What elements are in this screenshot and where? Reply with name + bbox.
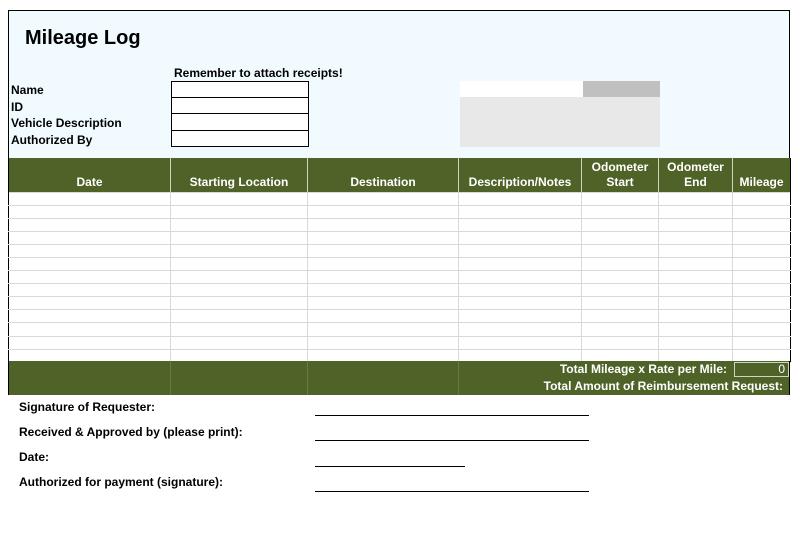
table-cell[interactable]	[733, 297, 791, 310]
column-divider	[170, 361, 171, 378]
table-cell[interactable]	[459, 271, 582, 284]
table-cell[interactable]	[9, 218, 171, 231]
column-divider	[307, 378, 308, 395]
info-inputs	[171, 81, 309, 147]
table-row	[9, 297, 791, 310]
table-cell[interactable]	[659, 257, 733, 270]
column-divider	[307, 361, 308, 378]
name-label: Name	[11, 83, 44, 97]
table-cell[interactable]	[9, 310, 171, 323]
table-row	[9, 192, 791, 205]
table-cell[interactable]	[659, 310, 733, 323]
table-cell[interactable]	[733, 192, 791, 205]
table-row	[9, 271, 791, 284]
column-header-starting-location: Starting Location	[171, 158, 308, 192]
table-cell[interactable]	[9, 323, 171, 336]
authorized-by-field[interactable]	[171, 131, 309, 148]
id-label: ID	[11, 99, 23, 114]
table-cell[interactable]	[733, 271, 791, 284]
table-cell[interactable]	[171, 218, 308, 231]
table-cell[interactable]	[171, 284, 308, 297]
authorized-payment-label: Authorized for payment (signature):	[19, 475, 224, 489]
table-row	[9, 323, 791, 336]
total-mileage-rate-value: 0	[734, 362, 789, 377]
table-row	[9, 257, 791, 270]
table-cell[interactable]	[582, 310, 659, 323]
table-cell[interactable]	[308, 310, 459, 323]
table-cell[interactable]	[459, 310, 582, 323]
table-cell[interactable]	[582, 257, 659, 270]
rate-input-cell[interactable]	[460, 81, 583, 97]
table-cell[interactable]	[9, 284, 171, 297]
authorized-payment-line[interactable]	[315, 491, 589, 492]
table-cell[interactable]	[659, 271, 733, 284]
table-cell[interactable]	[459, 244, 582, 257]
table-cell[interactable]	[308, 284, 459, 297]
table-cell[interactable]	[459, 323, 582, 336]
table-cell[interactable]	[582, 205, 659, 218]
table-cell[interactable]	[659, 205, 733, 218]
table-cell[interactable]	[9, 192, 171, 205]
column-header-date: Date	[9, 158, 171, 192]
approved-by-label: Received & Approved by (please print):	[19, 425, 243, 439]
table-cell[interactable]	[171, 257, 308, 270]
table-cell[interactable]	[171, 205, 308, 218]
table-cell[interactable]	[659, 284, 733, 297]
table-cell[interactable]	[582, 271, 659, 284]
table-cell[interactable]	[733, 231, 791, 244]
table-cell[interactable]	[582, 336, 659, 349]
table-cell[interactable]	[171, 323, 308, 336]
requester-signature-label: Signature of Requester:	[19, 400, 156, 414]
column-divider	[170, 378, 171, 395]
vehicle-description-field[interactable]	[171, 114, 309, 131]
table-header-row	[9, 158, 791, 192]
table-cell[interactable]	[733, 284, 791, 297]
table-cell[interactable]	[9, 271, 171, 284]
table-cell[interactable]	[459, 205, 582, 218]
table-cell[interactable]	[308, 323, 459, 336]
receipts-reminder: Remember to attach receipts!	[174, 66, 343, 80]
requester-signature-line[interactable]	[315, 415, 589, 416]
table-cell[interactable]	[733, 310, 791, 323]
table-cell[interactable]	[733, 218, 791, 231]
table-cell[interactable]	[308, 192, 459, 205]
total-reimbursement-row	[8, 378, 790, 395]
column-divider	[458, 361, 459, 378]
table-cell[interactable]	[582, 218, 659, 231]
table-cell[interactable]	[659, 231, 733, 244]
table-row	[9, 231, 791, 244]
table-cell[interactable]	[308, 297, 459, 310]
rate-shaded-cell	[583, 81, 660, 97]
table-cell[interactable]	[459, 297, 582, 310]
table-cell[interactable]	[582, 284, 659, 297]
table-cell[interactable]	[733, 244, 791, 257]
date-line[interactable]	[315, 466, 465, 467]
table-row	[9, 244, 791, 257]
table-cell[interactable]	[459, 284, 582, 297]
name-field[interactable]	[171, 81, 309, 98]
page-title: Mileage Log	[25, 27, 141, 49]
table-cell[interactable]	[308, 257, 459, 270]
table-cell[interactable]	[171, 271, 308, 284]
table-cell[interactable]	[171, 192, 308, 205]
table-cell[interactable]	[582, 244, 659, 257]
date-label: Date:	[19, 450, 50, 464]
table-cell[interactable]	[9, 205, 171, 218]
table-cell[interactable]	[659, 297, 733, 310]
total-mileage-rate-label: Total Mileage x Rate per Mile:	[559, 362, 727, 376]
table-cell[interactable]	[733, 257, 791, 270]
table-cell[interactable]	[308, 218, 459, 231]
table-cell[interactable]	[659, 218, 733, 231]
table-cell[interactable]	[459, 231, 582, 244]
table-cell[interactable]	[308, 244, 459, 257]
table-cell[interactable]	[582, 323, 659, 336]
table-cell[interactable]	[308, 205, 459, 218]
column-divider	[458, 378, 459, 395]
table-cell[interactable]	[9, 244, 171, 257]
vehicle-description-label: Vehicle Description	[11, 116, 122, 130]
info-labels	[11, 82, 122, 148]
id-field[interactable]	[171, 98, 309, 115]
approved-by-line[interactable]	[315, 440, 589, 441]
table-cell[interactable]	[582, 192, 659, 205]
table-cell[interactable]	[9, 336, 171, 349]
mileage-table	[8, 158, 791, 363]
table-cell[interactable]	[9, 231, 171, 244]
column-header-destination: Destination	[308, 158, 459, 192]
table-cell[interactable]	[308, 231, 459, 244]
table-cell[interactable]	[659, 192, 733, 205]
table-cell[interactable]	[659, 336, 733, 349]
total-reimbursement-label: Total Amount of Reimbursement Request:	[543, 379, 783, 393]
total-mileage-rate-row	[8, 361, 790, 378]
table-cell[interactable]	[459, 218, 582, 231]
table-cell[interactable]	[733, 323, 791, 336]
header-block	[8, 10, 790, 158]
table-cell[interactable]	[171, 244, 308, 257]
table-cell[interactable]	[9, 257, 171, 270]
column-header-odometer-start: Odometer Start	[582, 158, 659, 192]
authorized-by-label: Authorized By	[11, 132, 93, 147]
table-cell[interactable]	[171, 231, 308, 244]
table-cell[interactable]	[659, 244, 733, 257]
shaded-area	[460, 97, 660, 147]
table-cell[interactable]	[733, 205, 791, 218]
table-row	[9, 310, 791, 323]
table-cell[interactable]	[459, 192, 582, 205]
table-cell[interactable]	[308, 271, 459, 284]
table-cell[interactable]	[9, 297, 171, 310]
table-row	[9, 284, 791, 297]
table-cell[interactable]	[171, 336, 308, 349]
table-row	[9, 336, 791, 349]
table-row	[9, 205, 791, 218]
table-cell[interactable]	[459, 336, 582, 349]
column-header-mileage: Mileage	[733, 158, 791, 192]
table-cell[interactable]	[171, 310, 308, 323]
table-cell[interactable]	[308, 336, 459, 349]
table-cell[interactable]	[459, 257, 582, 270]
column-header-odometer-end: Odometer End	[659, 158, 733, 192]
table-cell[interactable]	[733, 336, 791, 349]
table-row	[9, 218, 791, 231]
table-cell[interactable]	[582, 297, 659, 310]
column-header-description-notes: Description/Notes	[459, 158, 582, 192]
table-cell[interactable]	[582, 231, 659, 244]
table-cell[interactable]	[171, 297, 308, 310]
table-cell[interactable]	[659, 323, 733, 336]
